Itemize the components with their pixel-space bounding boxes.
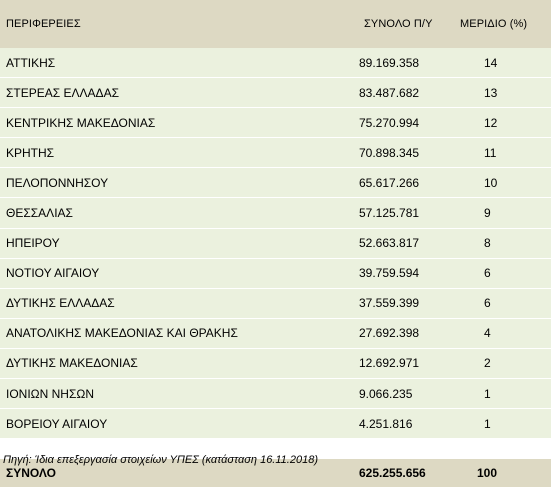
cell-total: 57.125.781: [330, 198, 442, 228]
cell-share: 1: [442, 379, 551, 409]
cell-region: ΚΡΗΤΗΣ: [0, 138, 330, 168]
cell-share: 9: [442, 198, 551, 228]
table-row: [0, 48, 551, 78]
table-row: [0, 168, 551, 198]
cell-share: 14: [442, 48, 551, 78]
cell-share: 11: [442, 138, 551, 168]
table-row: [0, 288, 551, 318]
cell-region: ΣΤΕΡΕΑΣ ΕΛΛΑΔΑΣ: [0, 78, 330, 108]
header-share: ΜΕΡΙΔΙΟ (%): [442, 0, 551, 48]
header-total: ΣΥΝΟΛΟ Π/Υ: [330, 0, 442, 48]
header-region: ΠΕΡΙΦΕΡΕΙΕΣ: [0, 0, 330, 48]
cell-region: ΑΝΑΤΟΛΙΚΗΣ ΜΑΚΕΔΟΝΙΑΣ ΚΑΙ ΘΡΑΚΗΣ: [0, 318, 330, 348]
cell-share: 4: [442, 318, 551, 348]
cell-total: 52.663.817: [330, 228, 442, 258]
table-row: [0, 258, 551, 288]
cell-total: 70.898.345: [330, 138, 442, 168]
cell-total: 4.251.816: [330, 409, 442, 439]
cell-total: 37.559.399: [330, 288, 442, 318]
cell-share: 8: [442, 228, 551, 258]
cell-share: 12: [442, 108, 551, 138]
source-note: Πηγή: Ίδια επεξεργασία στοιχείων ΥΠΕΣ (κατάσταση 16.11.2018): [3, 454, 318, 466]
cell-share: 2: [442, 348, 551, 378]
cell-total: 12.692.971: [330, 348, 442, 378]
table-row: [0, 379, 551, 409]
cell-region: ΝΟΤΙΟΥ ΑΙΓΑΙΟΥ: [0, 258, 330, 288]
cell-region: ΑΤΤΙΚΗΣ: [0, 48, 330, 78]
table-header-row: [0, 0, 551, 48]
cell-share: 6: [442, 258, 551, 288]
total-label: ΣΥΝΟΛΟ: [0, 459, 330, 487]
cell-total: 27.692.398: [330, 318, 442, 348]
cell-region: ΗΠΕΙΡΟΥ: [0, 228, 330, 258]
cell-region: ΠΕΛΟΠΟΝΝΗΣΟΥ: [0, 168, 330, 198]
cell-region: ΒΟΡΕΙΟΥ ΑΙΓΑΙΟΥ: [0, 409, 330, 439]
cell-region: ΘΕΣΣΑΛΙΑΣ: [0, 198, 330, 228]
cell-share: 10: [442, 168, 551, 198]
cell-total: 65.617.266: [330, 168, 442, 198]
cell-total: 75.270.994: [330, 108, 442, 138]
table-row: [0, 78, 551, 108]
total-value: 625.255.656: [330, 459, 442, 487]
cell-share: 1: [442, 409, 551, 439]
cell-region: ΔΥΤΙΚΗΣ ΕΛΛΑΔΑΣ: [0, 288, 330, 318]
cell-region: ΚΕΝΤΡΙΚΗΣ ΜΑΚΕΔΟΝΙΑΣ: [0, 108, 330, 138]
table-row: [0, 138, 551, 168]
cell-total: 83.487.682: [330, 78, 442, 108]
table-row: [0, 228, 551, 258]
cell-region: ΔΥΤΙΚΗΣ ΜΑΚΕΔΟΝΙΑΣ: [0, 348, 330, 378]
cell-total: 89.169.358: [330, 48, 442, 78]
table-row: [0, 198, 551, 228]
total-share: 100: [442, 459, 551, 487]
cell-total: 39.759.594: [330, 258, 442, 288]
cell-share: 13: [442, 78, 551, 108]
cell-total: 9.066.235: [330, 379, 442, 409]
table-row: [0, 108, 551, 138]
table-row: [0, 409, 551, 439]
table-row: [0, 348, 551, 378]
cell-share: 6: [442, 288, 551, 318]
cell-region: ΙΟΝΙΩΝ ΝΗΣΩΝ: [0, 379, 330, 409]
table-row: [0, 318, 551, 348]
